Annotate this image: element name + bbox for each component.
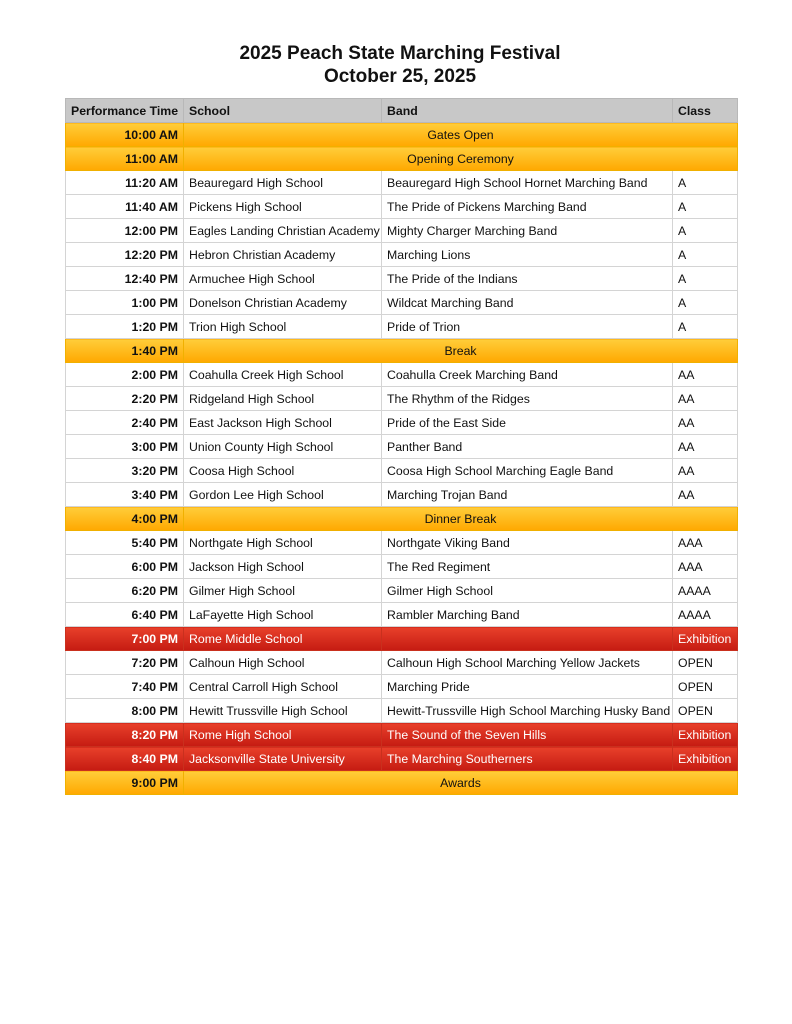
performance-row [66, 531, 738, 555]
event-label: Opening Ceremony [184, 147, 738, 171]
class-cell: A [673, 243, 738, 267]
performance-row [66, 459, 738, 483]
event-row [66, 147, 738, 171]
event-row [66, 123, 738, 147]
performance-row [66, 195, 738, 219]
band-cell: Marching Lions [382, 243, 673, 267]
performance-row [66, 243, 738, 267]
school-cell: Pickens High School [184, 195, 382, 219]
school-cell: Coahulla Creek High School [184, 363, 382, 387]
band-cell: The Sound of the Seven Hills [382, 723, 673, 747]
performance-row [66, 267, 738, 291]
school-cell: LaFayette High School [184, 603, 382, 627]
event-label: Gates Open [184, 123, 738, 147]
time-cell: 1:00 PM [66, 291, 184, 315]
time-cell: 12:20 PM [66, 243, 184, 267]
school-cell: Union County High School [184, 435, 382, 459]
performance-row [66, 555, 738, 579]
band-cell [382, 627, 673, 651]
time-cell: 10:00 AM [66, 123, 184, 147]
class-cell: AAAA [673, 603, 738, 627]
class-cell: AAA [673, 555, 738, 579]
class-cell: AA [673, 363, 738, 387]
performance-row [66, 483, 738, 507]
class-cell: OPEN [673, 651, 738, 675]
time-cell: 2:20 PM [66, 387, 184, 411]
festival-date: October 25, 2025 [323, 66, 477, 87]
performance-row [66, 579, 738, 603]
time-cell: 7:40 PM [66, 675, 184, 699]
time-cell: 1:40 PM [66, 339, 184, 363]
header-row [66, 99, 738, 123]
band-cell: Gilmer High School [382, 579, 673, 603]
school-cell: Trion High School [184, 315, 382, 339]
band-cell: The Pride of Pickens Marching Band [382, 195, 673, 219]
time-cell: 7:20 PM [66, 651, 184, 675]
time-cell: 6:40 PM [66, 603, 184, 627]
performance-row [66, 363, 738, 387]
performance-row [66, 411, 738, 435]
school-cell: East Jackson High School [184, 411, 382, 435]
time-cell: 11:40 AM [66, 195, 184, 219]
performance-row [66, 435, 738, 459]
event-label: Break [184, 339, 738, 363]
school-cell: Calhoun High School [184, 651, 382, 675]
class-cell: AAA [673, 531, 738, 555]
event-label: Dinner Break [184, 507, 738, 531]
class-cell: AA [673, 387, 738, 411]
class-cell: AA [673, 483, 738, 507]
band-cell: The Red Regiment [382, 555, 673, 579]
time-cell: 11:20 AM [66, 171, 184, 195]
school-cell: Gordon Lee High School [184, 483, 382, 507]
time-cell: 2:00 PM [66, 363, 184, 387]
class-cell: AA [673, 411, 738, 435]
performance-row [66, 315, 738, 339]
performance-row [66, 171, 738, 195]
school-cell: Hewitt Trussville High School [184, 699, 382, 723]
school-cell: Eagles Landing Christian Academy [184, 219, 382, 243]
time-cell: 8:40 PM [66, 747, 184, 771]
festival-name: 2025 Peach State Marching Festival [239, 43, 561, 64]
schedule-table [65, 98, 738, 795]
school-cell: Gilmer High School [184, 579, 382, 603]
band-cell: Panther Band [382, 435, 673, 459]
time-cell: 7:00 PM [66, 627, 184, 651]
class-cell: AA [673, 459, 738, 483]
time-cell: 9:00 PM [66, 771, 184, 795]
class-cell: AAAA [673, 579, 738, 603]
school-cell: Jackson High School [184, 555, 382, 579]
time-cell: 11:00 AM [66, 147, 184, 171]
band-cell: Beauregard High School Hornet Marching Band [382, 171, 673, 195]
school-cell: Ridgeland High School [184, 387, 382, 411]
band-cell: The Marching Southerners [382, 747, 673, 771]
school-cell: Jacksonville State University [184, 747, 382, 771]
column-header-school: School [184, 99, 382, 123]
event-label: Awards [184, 771, 738, 795]
school-cell: Central Carroll High School [184, 675, 382, 699]
band-cell: Pride of the East Side [382, 411, 673, 435]
time-cell: 8:20 PM [66, 723, 184, 747]
class-cell: Exhibition [673, 627, 738, 651]
band-cell: The Rhythm of the Ridges [382, 387, 673, 411]
column-header-band: Band [382, 99, 673, 123]
time-cell: 6:00 PM [66, 555, 184, 579]
school-cell: Donelson Christian Academy [184, 291, 382, 315]
band-cell: The Pride of the Indians [382, 267, 673, 291]
time-cell: 3:20 PM [66, 459, 184, 483]
band-cell: Rambler Marching Band [382, 603, 673, 627]
event-row [66, 507, 738, 531]
school-cell: Rome Middle School [184, 627, 382, 651]
band-cell: Northgate Viking Band [382, 531, 673, 555]
band-cell: Marching Pride [382, 675, 673, 699]
band-cell: Coosa High School Marching Eagle Band [382, 459, 673, 483]
time-cell: 12:00 PM [66, 219, 184, 243]
performance-row [66, 675, 738, 699]
performance-row [66, 219, 738, 243]
time-cell: 4:00 PM [66, 507, 184, 531]
class-cell: OPEN [673, 675, 738, 699]
school-cell: Hebron Christian Academy [184, 243, 382, 267]
event-row [66, 771, 738, 795]
time-cell: 5:40 PM [66, 531, 184, 555]
class-cell: OPEN [673, 699, 738, 723]
schedule-body [66, 123, 738, 795]
class-cell: Exhibition [673, 747, 738, 771]
class-cell: A [673, 315, 738, 339]
school-cell: Northgate High School [184, 531, 382, 555]
column-header-class: Class [673, 99, 738, 123]
column-header-time: Performance Time [66, 99, 184, 123]
performance-row [66, 603, 738, 627]
class-cell: Exhibition [673, 723, 738, 747]
class-cell: A [673, 195, 738, 219]
class-cell: AA [673, 435, 738, 459]
performance-row [66, 291, 738, 315]
time-cell: 12:40 PM [66, 267, 184, 291]
time-cell: 3:00 PM [66, 435, 184, 459]
performance-row [66, 651, 738, 675]
band-cell: Wildcat Marching Band [382, 291, 673, 315]
school-cell: Armuchee High School [184, 267, 382, 291]
band-cell: Coahulla Creek Marching Band [382, 363, 673, 387]
class-cell: A [673, 219, 738, 243]
exhibition-row [66, 723, 738, 747]
page-title [0, 42, 792, 88]
time-cell: 1:20 PM [66, 315, 184, 339]
band-cell: Pride of Trion [382, 315, 673, 339]
band-cell: Hewitt-Trussville High School Marching Husky Band [382, 699, 673, 723]
class-cell: A [673, 291, 738, 315]
school-cell: Beauregard High School [184, 171, 382, 195]
band-cell: Calhoun High School Marching Yellow Jackets [382, 651, 673, 675]
band-cell: Marching Trojan Band [382, 483, 673, 507]
time-cell: 8:00 PM [66, 699, 184, 723]
class-cell: A [673, 171, 738, 195]
exhibition-row [66, 747, 738, 771]
performance-row [66, 387, 738, 411]
school-cell: Coosa High School [184, 459, 382, 483]
exhibition-row [66, 627, 738, 651]
performance-row [66, 699, 738, 723]
event-row [66, 339, 738, 363]
schedule-header [66, 99, 738, 123]
time-cell: 6:20 PM [66, 579, 184, 603]
time-cell: 2:40 PM [66, 411, 184, 435]
band-cell: Mighty Charger Marching Band [382, 219, 673, 243]
school-cell: Rome High School [184, 723, 382, 747]
class-cell: A [673, 267, 738, 291]
time-cell: 3:40 PM [66, 483, 184, 507]
